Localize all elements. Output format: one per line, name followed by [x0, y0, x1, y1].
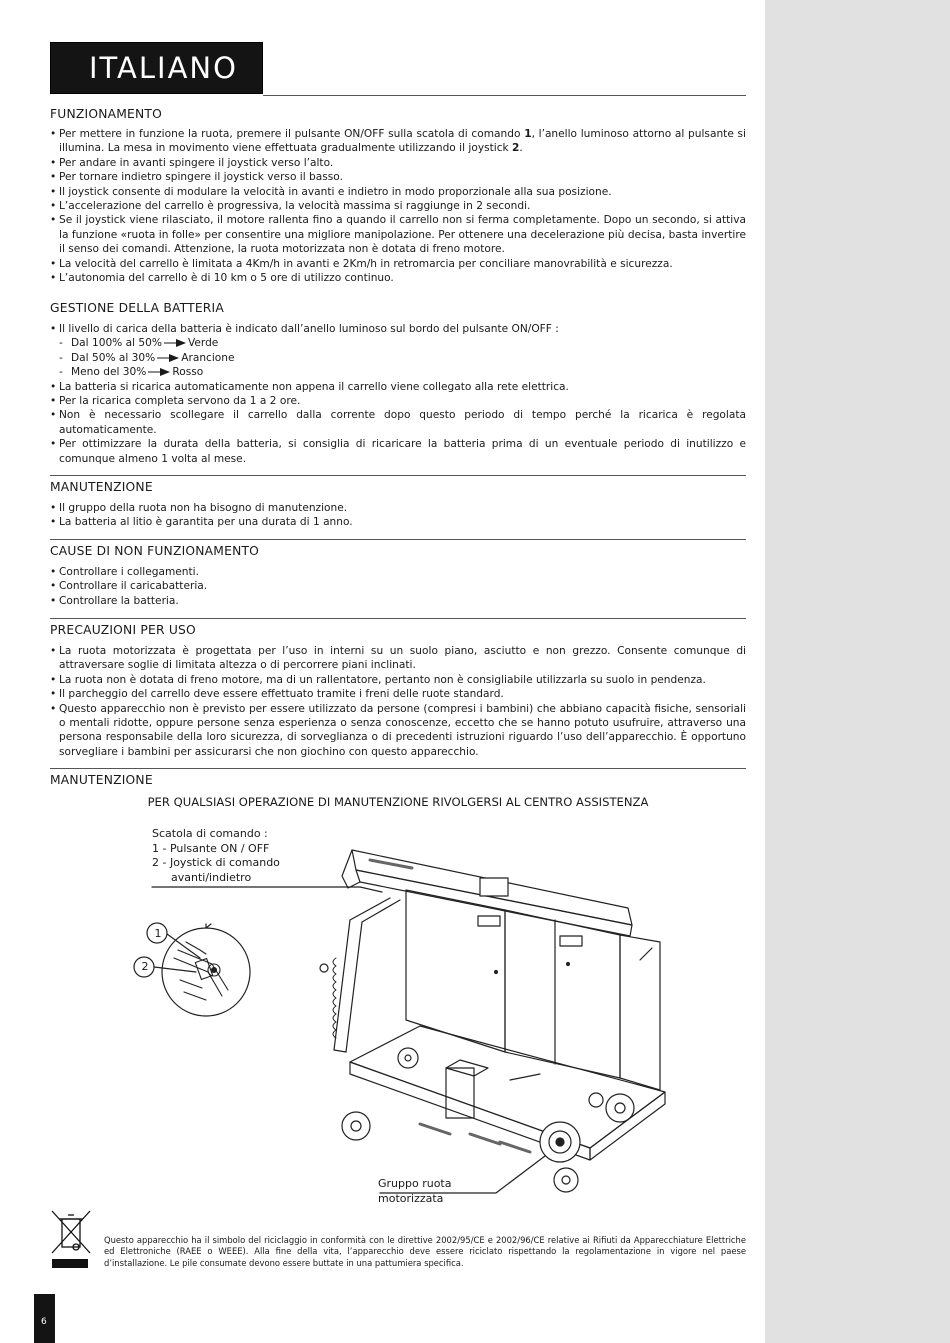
- section-manutenzione-assistenza: [50, 773, 746, 787]
- weee-disclaimer: Questo apparecchio ha il simbolo del riciclaggio in conformità con le direttive 2002/95/CE e 2002/96/CE relative ai Rifiuti da Apparecchiature Elettriche ed Elettroniche (RAEE o WEEE). Alla fine della vita, l’apparecchio deve essere riciclato rispettando la regolamentazione in vigore nel paese d’installazione. Le pile consumate devono essere buttate in una pattumiera specifica.: [104, 1235, 746, 1268]
- callout-2-label: 2: [141, 960, 149, 973]
- service-notice: PER QUALSIASI OPERAZIONE DI MANUTENZIONE RIVOLGERSI AL CENTRO ASSISTENZA: [147, 795, 649, 809]
- list-item: • Per mettere in funzione la ruota, premere il pulsante ON/OFF sulla scatola di comando 1, l’anello luminoso attorno al pulsante si illumina. La mesa in movimento viene effettuata gradualmente utilizzando il joystick 2.: [50, 127, 746, 156]
- battery-level-red: - Meno del 30% Rosso: [50, 365, 746, 379]
- section-title: MANUTENZIONE: [50, 773, 153, 787]
- list-item: • Il livello di carica della batteria è indicato dall’anello luminoso sul bordo del pulsante ON/OFF :: [50, 322, 746, 336]
- section-divider: [50, 768, 746, 769]
- right-margin-band: [765, 0, 950, 1343]
- section-title: PRECAUZIONI PER USO: [50, 623, 196, 637]
- arrow-right-icon: [164, 339, 186, 347]
- weee-crossed-bin-icon: [50, 1209, 92, 1269]
- arrow-right-icon: [157, 354, 179, 362]
- language-tab: [50, 42, 263, 94]
- section-manutenzione: [50, 480, 746, 530]
- list-item: • L’autonomia del carrello è di 10 km o 5 ore di utilizzo continuo.: [50, 271, 746, 285]
- control-box-legend: Scatola di comando : 1 - Pulsante ON / OFF 2 - Joystick di comando avanti/indietro: [152, 827, 280, 884]
- bullet-list: [50, 644, 746, 759]
- list-item: • Il gruppo della ruota non ha bisogno di manutenzione.: [50, 501, 746, 515]
- section-title: MANUTENZIONE: [50, 480, 153, 494]
- page-number: 6: [41, 1317, 47, 1327]
- battery-level-orange: - Dal 50% al 30% Arancione: [50, 351, 746, 365]
- list-item: • Se il joystick viene rilasciato, il motore rallenta fino a quando il carrello non si ferma completamente. Dopo un secondo, si attiva la funzione «ruota in folle» per consentire una migliore manipolazione. Per ottenere una decelerazione più decisa, basta invertire il senso dei comandi. Attenzione, la ruota motorizzata non è dotata di freno motore.: [50, 213, 746, 256]
- header-rule: [263, 95, 746, 96]
- list-item: • Questo apparecchio non è previsto per essere utilizzato da persone (compresi i bambini) che abbiano capacità fisiche, sensoriali o mentali ridotte, oppure persone senza esperienza o senza conoscenze, eccetto che se hanno potuto usufruire, attraverso una persona responsabile della loro sicurezza, di sorveglianza o di precedenti istruzioni riguardo l’uso dell’apparecchio. È opportuno sorvegliare i bambini per assicurarsi che non giochino con questo apparecchio.: [50, 702, 746, 760]
- section-cause: [50, 544, 746, 608]
- list-item: • Il joystick consente di modulare la velocità in avanti e indietro in modo proporzionale alla sua posizione.: [50, 185, 746, 199]
- section-precauzioni: [50, 623, 746, 759]
- list-item: • Controllare la batteria.: [50, 594, 746, 608]
- list-item: • Il parcheggio del carrello deve essere effettuato tramite i freni delle ruote standard.: [50, 687, 746, 701]
- list-item: • La ruota motorizzata è progettata per l’uso in interni su un suolo piano, asciutto e non grezzo. Consente comunque di attraversare soglie di limitata altezza o di percorrere piani inclinati.: [50, 644, 746, 673]
- list-item: • Per tornare indietro spingere il joystick verso il basso.: [50, 170, 746, 184]
- list-item: • L’accelerazione del carrello è progressiva, la velocità massima si raggiunge in 2 secondi.: [50, 199, 746, 213]
- list-item: • La batteria si ricarica automaticamente non appena il carrello viene collegato alla rete elettrica.: [50, 380, 746, 394]
- section-title: FUNZIONAMENTO: [50, 107, 162, 121]
- arrow-right-icon: [148, 368, 170, 376]
- battery-level-green: - Dal 100% al 50% Verde: [50, 336, 746, 350]
- section-title: CAUSE DI NON FUNZIONAMENTO: [50, 544, 260, 558]
- language-tab-label: ITALIANO: [89, 51, 238, 85]
- list-item: • Controllare i collegamenti.: [50, 565, 746, 579]
- motor-wheel-label: Gruppo ruota motorizzata: [378, 1177, 452, 1205]
- cart-diagram: [120, 830, 680, 1210]
- bullet-list: [50, 501, 746, 530]
- page-number-tab: [34, 1294, 55, 1343]
- section-batteria: [50, 301, 746, 466]
- list-item: • La batteria al litio è garantita per una durata di 1 anno.: [50, 515, 746, 529]
- list-item: • La ruota non è dotata di freno motore, ma di un rallentatore, pertanto non è consigliabile utilizzarla su suolo in pendenza.: [50, 673, 746, 687]
- bullet-list: [50, 565, 746, 608]
- list-item: • Per la ricarica completa servono da 1 a 2 ore.: [50, 394, 746, 408]
- section-title: GESTIONE DELLA BATTERIA: [50, 301, 224, 315]
- list-item: • Per andare in avanti spingere il joystick verso l’alto.: [50, 156, 746, 170]
- section-funzionamento: [50, 107, 746, 285]
- list-item: • La velocità del carrello è limitata a 4Km/h in avanti e 2Km/h in retromarcia per conciliare manovrabilità e sicurezza.: [50, 257, 746, 271]
- section-divider: [50, 618, 746, 619]
- bullet-list: [50, 127, 746, 285]
- list-item: • Controllare il caricabatteria.: [50, 579, 746, 593]
- callout-1-label: 1: [154, 927, 162, 940]
- section-divider: [50, 475, 746, 476]
- section-divider: [50, 539, 746, 540]
- list-item: • Non è necessario scollegare il carrello dalla corrente dopo questo periodo di tempo perché la ricarica è regolata automaticamente.: [50, 408, 746, 437]
- bullet-list: [50, 322, 746, 466]
- list-item: • Per ottimizzare la durata della batteria, si consiglia di ricaricare la batteria prima di un eventuale periodo di inutilizzo e comunque almeno 1 volta al mese.: [50, 437, 746, 466]
